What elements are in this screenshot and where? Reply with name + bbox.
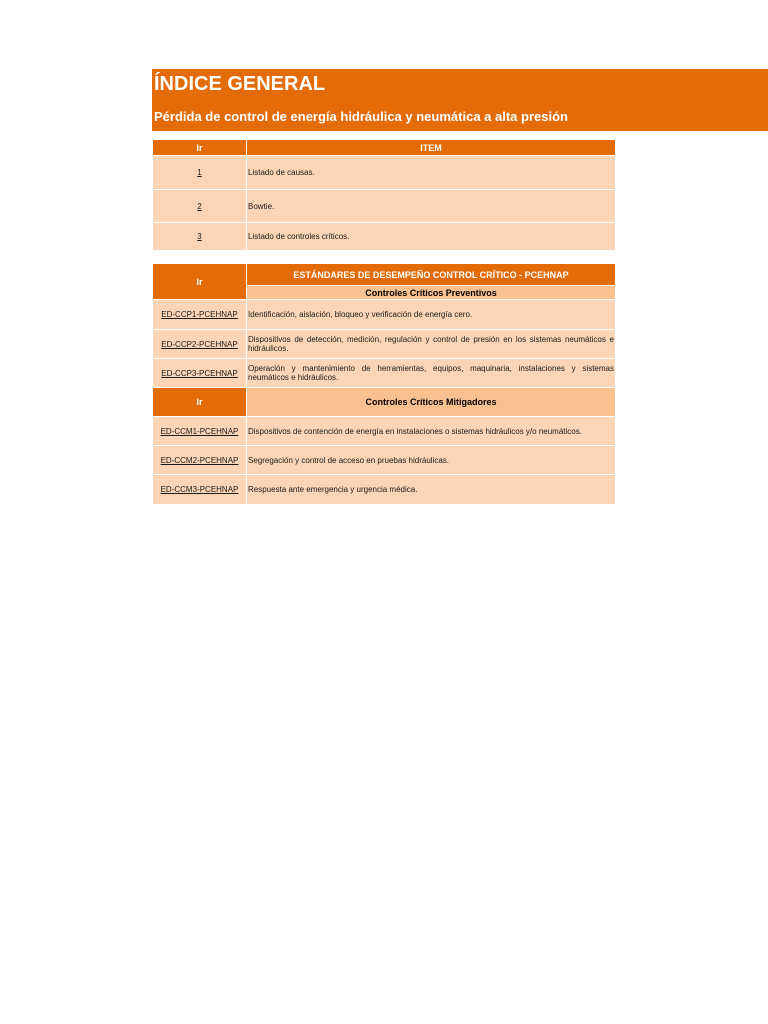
title-banner	[152, 69, 768, 131]
page-subtitle: Pérdida de control de energía hidráulica y neumática a alta presión	[154, 109, 568, 124]
index-item-text: Listado de causas.	[247, 156, 615, 189]
index-item-text: Bowtie.	[247, 190, 615, 222]
index-link-3[interactable]: 3	[153, 223, 246, 250]
preventive-header: Controles Críticos Preventivos	[247, 286, 615, 299]
mitigating-col-go: Ir	[153, 388, 246, 416]
mitigating-header: Controles Críticos Mitigadores	[247, 388, 615, 416]
table-row	[153, 359, 615, 387]
standard-description: Respuesta ante emergencia y urgencia médica.	[247, 475, 615, 504]
standard-description: Operación y mantenimiento de herramientas, equipos, maquinaria, instalaciones y sistemas neumáticos e hidráulicos.	[247, 359, 615, 387]
index-item-text: Listado de controles críticos.	[247, 223, 615, 250]
standard-description: Segregación y control de acceso en pruebas hidráulicas.	[247, 446, 615, 474]
table-row	[153, 300, 615, 329]
standard-description: Dispositivos de detección, medición, regulación y control de presión en los sistemas neumáticos e hidráulicos.	[247, 330, 615, 358]
standard-link-ccp2[interactable]: ED-CCP2-PCEHNAP	[153, 330, 246, 358]
table-row	[153, 417, 615, 445]
standard-link-ccp1[interactable]: ED-CCP1-PCEHNAP	[153, 300, 246, 329]
index-link-1[interactable]: 1	[153, 156, 246, 189]
table-row	[153, 223, 615, 250]
index-col-item: ITEM	[247, 140, 615, 155]
standard-description: Identificación, aislación, bloqueo y verificación de energía cero.	[247, 300, 615, 329]
index-link-2[interactable]: 2	[153, 190, 246, 222]
standard-link-ccp3[interactable]: ED-CCP3-PCEHNAP	[153, 359, 246, 387]
standard-description: Dispositivos de contención de energía en instalaciones o sistemas hidráulicos y/o neumáticos.	[247, 417, 615, 445]
table-row	[153, 475, 615, 504]
standards-title: ESTÁNDARES DE DESEMPEÑO CONTROL CRÍTICO - PCEHNAP	[247, 264, 615, 285]
page-title: ÍNDICE GENERAL	[154, 73, 326, 95]
standards-table	[152, 263, 616, 505]
index-table	[152, 139, 616, 251]
table-row	[153, 446, 615, 474]
standard-link-ccm3[interactable]: ED-CCM3-PCEHNAP	[153, 475, 246, 504]
standards-col-go: Ir	[153, 264, 246, 299]
index-col-go: Ir	[153, 140, 246, 155]
standard-link-ccm1[interactable]: ED-CCM1-PCEHNAP	[153, 417, 246, 445]
table-row	[153, 190, 615, 222]
table-row	[153, 330, 615, 358]
standard-link-ccm2[interactable]: ED-CCM2-PCEHNAP	[153, 446, 246, 474]
table-row	[153, 156, 615, 189]
